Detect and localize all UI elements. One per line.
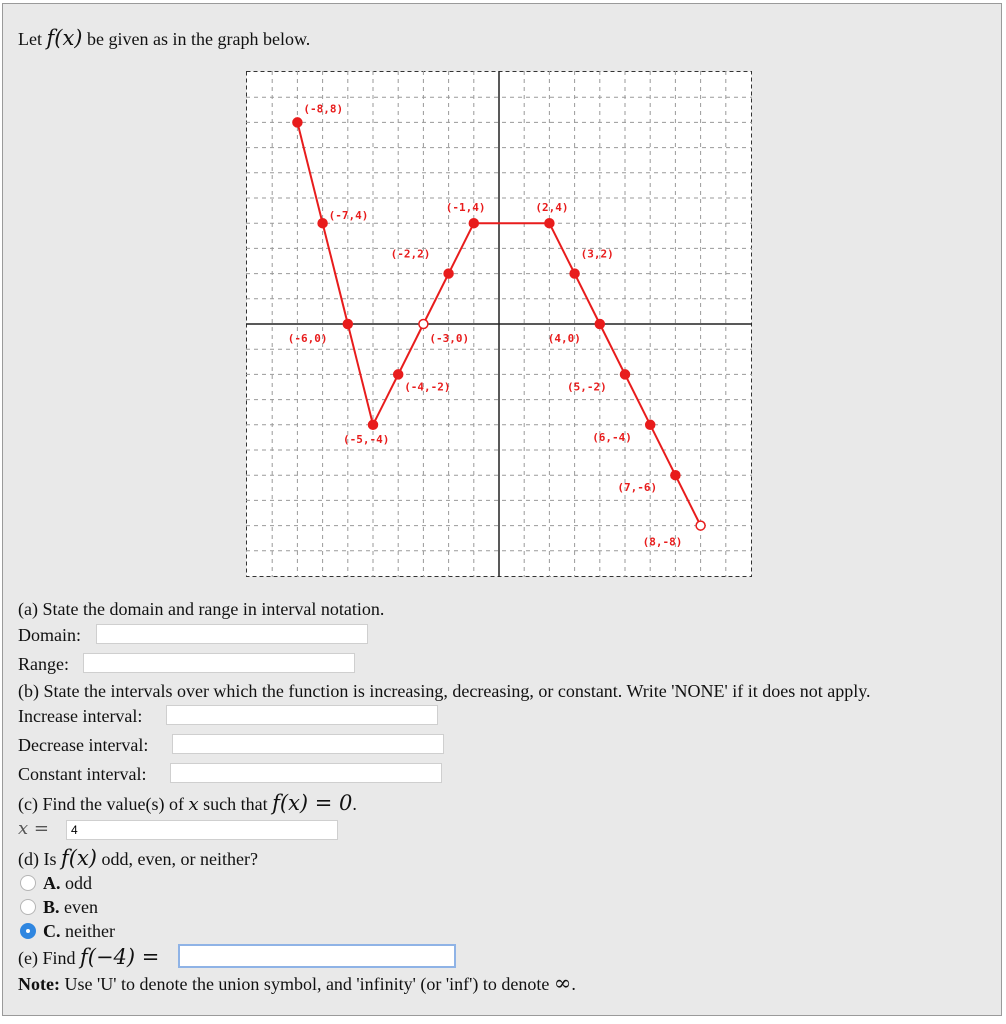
infinity-symbol: ∞ — [553, 971, 572, 995]
point-marker-closed — [469, 219, 478, 228]
point-marker-open — [419, 320, 428, 329]
part-a-title: (a) State the domain and range in interval notation. — [18, 599, 385, 619]
point-label: (-3,0) — [429, 332, 470, 345]
part-c-title: (c) Find the value(s) of x such that f(x) = 0. — [18, 791, 357, 815]
range-label: Range: — [18, 654, 69, 674]
option-a-label[interactable]: A. odd — [43, 873, 92, 893]
point-label: (4,0) — [547, 332, 581, 345]
constant-label: Constant interval: — [18, 764, 147, 784]
point-marker-closed — [318, 219, 327, 228]
point-label: (-1,4) — [445, 201, 486, 215]
point-marker-closed — [621, 370, 630, 379]
part-b-title: (b) State the intervals over which the function is increasing, decreasing, or constant. Write 'NONE' if it does not apply. — [18, 681, 871, 701]
point-marker-closed — [343, 320, 352, 329]
point-label: (-7,4) — [328, 209, 369, 223]
part-e-title: (e) Find f(−4) = — [18, 945, 160, 969]
point-marker-closed — [444, 269, 453, 278]
point-label: (3,2) — [580, 247, 614, 261]
point-marker-closed — [293, 118, 302, 127]
decrease-input[interactable] — [172, 734, 444, 754]
point-marker-closed — [646, 420, 655, 429]
radio-option-b[interactable] — [20, 899, 36, 915]
increase-input[interactable] — [166, 705, 438, 725]
point-label: (6,-4) — [592, 430, 632, 444]
point-label: (5,-2) — [567, 380, 607, 394]
f-neg4-input[interactable] — [178, 944, 456, 968]
point-label: (-2,2) — [390, 247, 431, 261]
point-marker-closed — [570, 269, 579, 278]
point-marker-closed — [545, 219, 554, 228]
radio-option-a[interactable] — [20, 875, 36, 891]
increase-label: Increase interval: — [18, 706, 143, 726]
radio-option-c[interactable] — [20, 923, 36, 939]
note-text: Note: Use 'U' to denote the union symbol, and 'infinity' (or 'inf') to denote ∞. — [18, 971, 576, 995]
point-label: (-6,0) — [287, 332, 328, 345]
function-graph — [246, 71, 752, 577]
intro-text: Let f(x) be given as in the graph below. — [18, 26, 311, 50]
point-label: (2,4) — [535, 201, 569, 215]
part-d-title: (d) Is f(x) odd, even, or neither? — [18, 846, 258, 870]
x-equals-label: x = — [18, 818, 49, 839]
point-label: (-4,-2) — [404, 380, 451, 394]
x-answer-input[interactable] — [66, 820, 338, 840]
point-marker-open — [696, 521, 705, 530]
option-c-label[interactable]: C. neither — [43, 921, 115, 941]
point-marker-closed — [369, 420, 378, 429]
point-marker-closed — [394, 370, 403, 379]
range-input[interactable] — [83, 653, 355, 673]
point-marker-closed — [671, 471, 680, 480]
point-marker-closed — [595, 320, 604, 329]
point-label: (8,-8) — [642, 535, 683, 549]
point-label: (-8,8) — [303, 102, 344, 116]
domain-input[interactable] — [96, 624, 368, 644]
point-label: (-5,-4) — [343, 432, 390, 446]
constant-input[interactable] — [170, 763, 442, 783]
option-b-label[interactable]: B. even — [43, 897, 98, 917]
decrease-label: Decrease interval: — [18, 735, 149, 755]
point-label: (7,-6) — [617, 481, 658, 495]
domain-label: Domain: — [18, 625, 81, 645]
